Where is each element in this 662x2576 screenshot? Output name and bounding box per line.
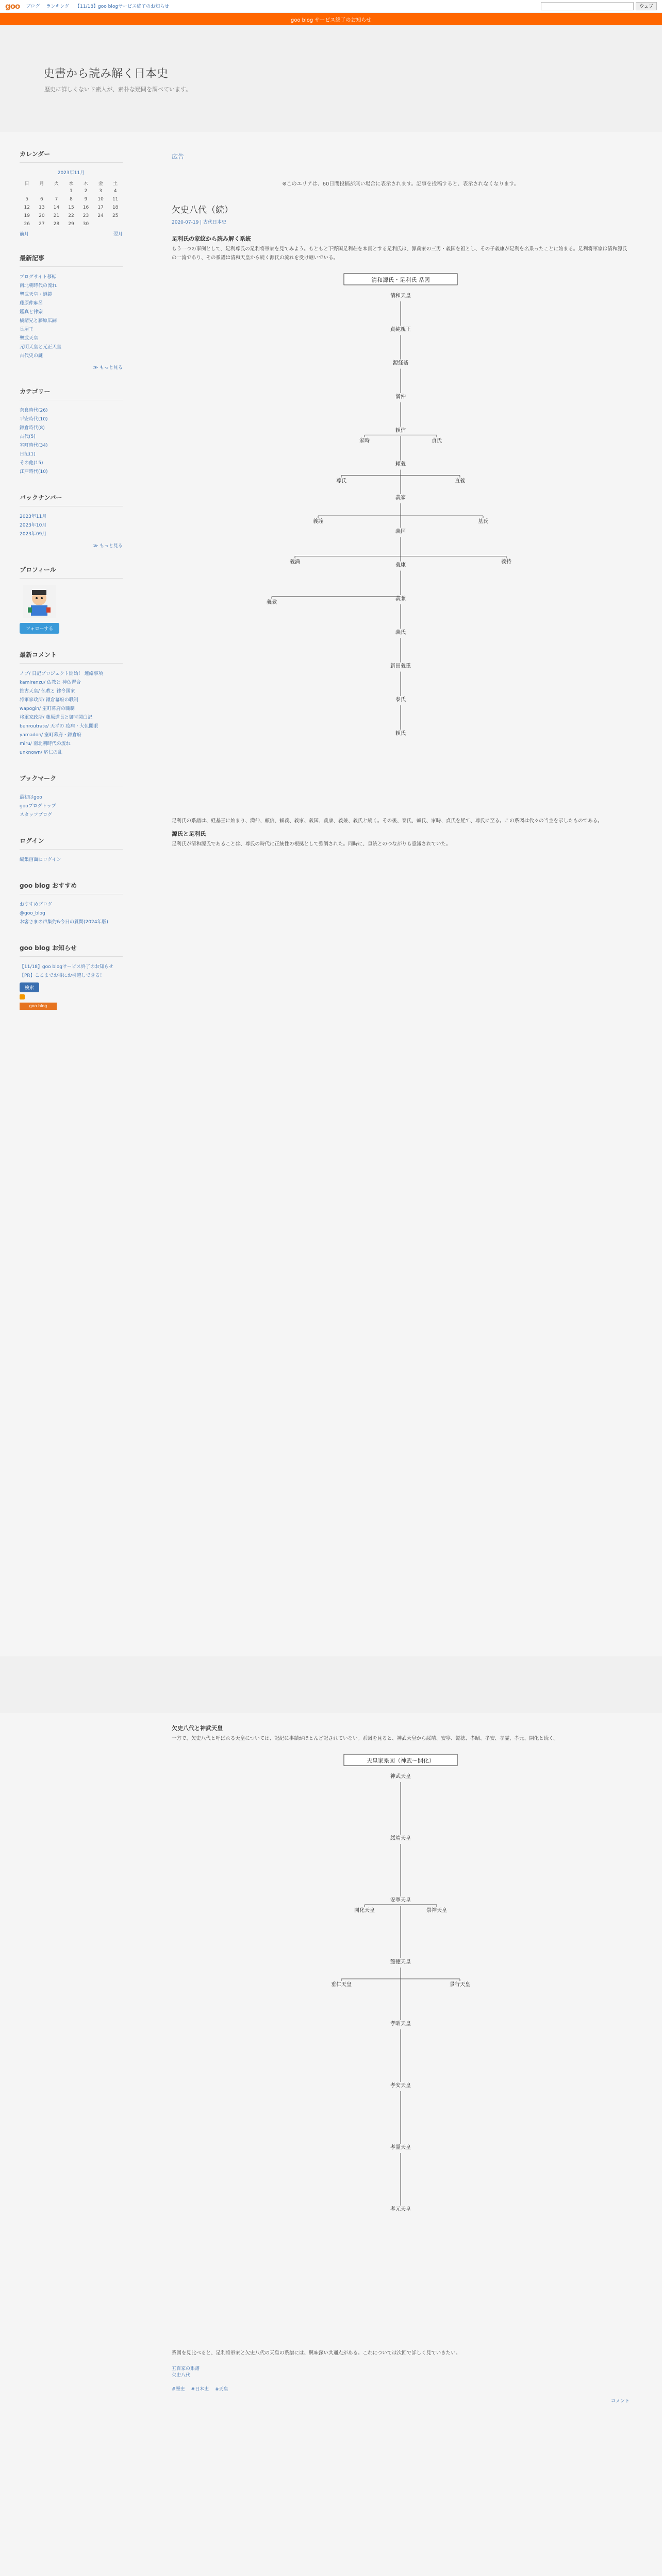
tree-node: 懿徳天皇 <box>390 1959 411 1965</box>
blog-description: 歴史に詳しくないド素人が、素朴な疑問を調べています。 <box>44 86 192 93</box>
calendar-day[interactable]: 21 <box>53 213 60 218</box>
tree-node: 義家 <box>395 495 406 501</box>
tree-node: 清和天皇 <box>390 293 411 299</box>
calendar-day[interactable]: 9 <box>84 197 88 202</box>
calendar-day[interactable]: 14 <box>53 205 60 210</box>
post-footer <box>172 2365 630 2378</box>
tag-link[interactable]: #歴史 <box>172 2387 185 2392</box>
genealogy-chart-2 <box>282 1752 519 2340</box>
calendar-weekday: 金 <box>98 181 103 187</box>
tree-node: 義兼 <box>395 596 406 602</box>
category-link[interactable]: 鎌倉時代(8) <box>20 426 45 431</box>
recommend-block <box>20 881 123 927</box>
category-link[interactable]: 奈良時代(26) <box>20 408 48 413</box>
tree-branch-node: 貞氏 <box>432 438 442 444</box>
calendar-day <box>35 187 49 195</box>
section-heading-1: 足利氏の家紋から読み解く系統 <box>172 235 251 242</box>
calendar-day[interactable]: 4 <box>113 189 117 194</box>
backnumber-more-link[interactable]: ≫ もっと見る <box>93 544 123 549</box>
category-list <box>20 406 123 477</box>
tree-node: 安寧天皇 <box>390 1897 411 1903</box>
tree-node: 頼氏 <box>395 731 406 737</box>
paragraph-3: 足利氏が清和源氏であることは、尊氏の時代に正統性の根拠として強調された。同時に、皇統とのつながりも意識されていた。 <box>172 841 451 847</box>
calendar-day[interactable]: 5 <box>25 197 29 202</box>
calendar-day[interactable]: 24 <box>97 213 104 218</box>
recent-post-link[interactable]: 聖武天皇・道鏡 <box>20 292 53 297</box>
calendar-day <box>20 187 35 195</box>
calendar-day <box>49 187 64 195</box>
service-notice-link[interactable]: goo blog サービス終了のお知らせ <box>290 17 372 23</box>
login-list <box>20 856 123 865</box>
category-block <box>20 387 123 477</box>
main-content-continued <box>172 1721 630 2404</box>
comments-heading: 最新コメント <box>20 650 123 664</box>
calendar-day[interactable]: 16 <box>82 205 89 210</box>
post-meta[interactable]: 2020-07-19 | 古代日本史 <box>172 220 227 225</box>
tree-node: 義国 <box>395 529 406 535</box>
calendar-week <box>20 195 123 204</box>
ad-note: ※このエリアは、60日間投稿が無い場合に表示されます。記事を投稿すると、表示されなくなります。 <box>282 181 519 187</box>
tree-node: 満仲 <box>395 394 406 400</box>
topnav-link-notice[interactable]: 【11/18】goo blogサービス終了のお知らせ <box>75 4 169 9</box>
tree-node: 頼義 <box>395 461 406 467</box>
tree-branch-node: 尊氏 <box>336 478 346 484</box>
related-link-1[interactable]: 五百家の系譜 <box>172 2366 200 2371</box>
calendar-day[interactable]: 19 <box>24 213 30 218</box>
calendar-day[interactable]: 1 <box>70 189 73 194</box>
calendar-day[interactable]: 28 <box>53 222 60 227</box>
recent-post-link[interactable]: 南北朝時代の流れ <box>20 283 57 289</box>
calendar-weekday: 木 <box>84 181 89 187</box>
tree-node: 貞純親王 <box>390 327 411 333</box>
comments-block <box>20 650 123 757</box>
recent-post-link[interactable]: 鑑真と律宗 <box>20 310 43 315</box>
calendar-day[interactable]: 25 <box>112 213 119 218</box>
comment-link-item[interactable]: ノブ/ 日記プロジェクト開始！ 連絡事項 <box>20 671 103 676</box>
follow-button[interactable]: フォローする <box>20 623 59 634</box>
calendar-week <box>20 204 123 212</box>
calendar-day[interactable]: 2 <box>84 189 88 194</box>
tree-branch-node: 義持 <box>501 559 511 565</box>
recent-post-link[interactable]: 藤原仲麻呂 <box>20 301 43 306</box>
profile-avatar[interactable] <box>23 585 56 618</box>
calendar-day <box>108 220 123 228</box>
post-title[interactable]: 欠史八代（続） <box>172 205 233 215</box>
section-heading-2: 源氏と足利氏 <box>172 831 206 837</box>
calendar-prev-link[interactable]: 前月 <box>20 232 29 237</box>
calendar-day[interactable]: 18 <box>112 205 119 210</box>
calendar-day[interactable]: 11 <box>112 197 119 202</box>
main-content <box>172 152 630 853</box>
comment-link-item[interactable]: miru/ 南北朝時代の流れ <box>20 741 71 747</box>
backnumber-link[interactable]: 2023年11月 <box>20 514 47 519</box>
recommend-link[interactable]: お客さまの声集約&今日の質問(2024年版) <box>20 920 108 925</box>
tag-link[interactable]: #日本史 <box>191 2387 209 2392</box>
calendar-nav <box>20 230 123 237</box>
news-link[interactable]: 【11/18】goo blogサービス終了のお知らせ <box>20 964 113 970</box>
comment-link-item[interactable]: benroutrate/ 天平の 疫病・大仏開眼 <box>20 724 98 729</box>
service-notice-bar <box>0 13 662 25</box>
top-bar <box>0 0 662 12</box>
calendar-day[interactable]: 3 <box>99 189 102 194</box>
backnumber-link[interactable]: 2023年10月 <box>20 523 47 528</box>
news-heading: goo blog お知らせ <box>20 943 123 957</box>
chart-title: 清和源氏・足利氏 系図 <box>371 277 430 283</box>
login-heading: ログイン <box>20 836 123 850</box>
tree-branch-node: 義詮 <box>313 519 323 525</box>
calendar-weekday: 月 <box>39 181 44 187</box>
paragraph-4: 一方で、欠史八代と呼ばれる天皇については、記紀に事績がほとんど記されていない。系図を見ると、神武天皇から綏靖、安寧、懿徳、孝昭、孝安、孝霊、孝元、開化と続く。 <box>172 1736 558 1741</box>
goo-blog-badge[interactable]: goo blog <box>20 1003 57 1010</box>
tree-node: 孝安天皇 <box>390 2083 411 2089</box>
tag-link[interactable]: #天皇 <box>215 2387 228 2392</box>
calendar-day[interactable]: 17 <box>97 205 104 210</box>
category-link[interactable]: 平安時代(10) <box>20 417 48 422</box>
category-link[interactable]: 日記(1) <box>20 452 36 457</box>
calendar-day[interactable]: 20 <box>39 213 45 218</box>
login-link[interactable]: 編集画面にログイン <box>20 857 61 862</box>
tree-node: 義康 <box>395 562 406 568</box>
tree-node: 泰氏 <box>395 697 406 703</box>
calendar-title: 2023年11月 <box>57 171 85 176</box>
tree-branch-node: 開化天皇 <box>354 1908 375 1913</box>
top-nav <box>26 3 169 9</box>
chart-title: 天皇家系図（神武〜開化） <box>367 1757 435 1764</box>
calendar-day[interactable]: 6 <box>40 197 43 202</box>
genealogy-figure-2 <box>282 1752 519 2340</box>
calendar-next-link[interactable]: 翌月 <box>113 232 123 237</box>
tree-node: 孝霊天皇 <box>390 2145 411 2150</box>
comment-link-item[interactable]: yamadon/ 室町幕府・鎌倉府 <box>20 733 81 738</box>
calendar-block <box>20 149 123 237</box>
blog-header <box>0 25 662 132</box>
calendar-day[interactable]: 26 <box>24 222 30 227</box>
tree-branch-node: 垂仁天皇 <box>331 1982 352 1988</box>
recommend-list <box>20 901 123 927</box>
tree-node: 頼信 <box>395 428 406 434</box>
recent-post-link[interactable]: 橘諸兄と藤原広嗣 <box>20 318 57 324</box>
calendar-week <box>20 187 123 195</box>
recommend-heading: goo blog おすすめ <box>20 881 123 894</box>
sidebar <box>20 149 123 1026</box>
tree-node: 神武天皇 <box>390 1774 411 1780</box>
tree-branch-node: 義満 <box>290 559 300 565</box>
calendar-week <box>20 212 123 220</box>
tree-branch-node: 基氏 <box>478 519 488 525</box>
category-link[interactable]: 室町時代(34) <box>20 443 48 448</box>
tree-branch-node: 直義 <box>455 478 465 484</box>
calendar-day[interactable]: 12 <box>24 205 30 210</box>
calendar-day[interactable]: 30 <box>82 222 89 227</box>
calendar-week <box>20 220 123 228</box>
backnumber-list <box>20 513 123 539</box>
topnav-link-ranking[interactable]: ランキング <box>46 4 70 9</box>
recent-posts-list <box>20 273 123 361</box>
comment-link-item[interactable]: unknown/ 応仁の乱 <box>20 750 62 755</box>
news-block <box>20 943 123 1010</box>
calendar-day[interactable]: 27 <box>39 222 45 227</box>
recent-more-link[interactable]: ≫ もっと見る <box>93 365 123 370</box>
section-heading-3: 欠史八代と神武天皇 <box>172 1725 223 1732</box>
recent-post-link[interactable]: 長屋王 <box>20 327 34 332</box>
calendar-day[interactable]: 7 <box>55 197 58 202</box>
tree-node: 新田義重 <box>390 663 411 669</box>
tree-node: 義氏 <box>395 630 406 636</box>
backnumber-block <box>20 493 123 549</box>
bookmark-heading: ブックマーク <box>20 774 123 787</box>
post-tags <box>172 2385 630 2392</box>
backnumber-link[interactable]: 2023年09月 <box>20 532 47 537</box>
news-list <box>20 963 123 980</box>
login-block <box>20 836 123 865</box>
recent-posts-heading: 最新記事 <box>20 253 123 267</box>
calendar-day <box>93 220 108 228</box>
bookmark-link[interactable]: 最初はgoo <box>20 795 42 800</box>
tree-node: 綏靖天皇 <box>390 1836 411 1841</box>
calendar-weekday: 火 <box>54 181 59 187</box>
comments-list <box>20 670 123 757</box>
bookmark-link[interactable]: スタッフブログ <box>20 812 53 818</box>
recommend-link[interactable]: @goo_blog <box>20 911 45 916</box>
category-heading: カテゴリー <box>20 387 123 400</box>
genealogy-chart-1 <box>267 272 511 807</box>
search-button[interactable]: ウェブ <box>636 2 657 10</box>
news-link[interactable]: 【PR】ここまでお得にお引越しできる！ <box>20 973 105 978</box>
calendar-weekday: 日 <box>24 181 29 187</box>
tree-branch-node: 崇神天皇 <box>426 1908 447 1913</box>
recent-post-link[interactable]: 元明天皇と元正天皇 <box>20 345 62 350</box>
comment-link-item[interactable]: 推古天皇/ 仏教と 律令国家 <box>20 689 75 694</box>
calendar-day[interactable]: 15 <box>68 205 74 210</box>
rss-icon[interactable] <box>20 994 25 999</box>
profile-heading: プロフィール <box>20 565 123 579</box>
bookmark-link[interactable]: gooブログトップ <box>20 804 56 809</box>
comment-link-item[interactable]: 将軍家政所/ 鎌倉幕府の職制 <box>20 698 78 703</box>
related-link-2[interactable]: 欠史八代 <box>172 2373 191 2378</box>
calendar-day[interactable]: 23 <box>82 213 89 218</box>
calendar-day[interactable]: 22 <box>68 213 74 218</box>
top-search <box>541 2 657 10</box>
tree-branch-node: 景行天皇 <box>450 1982 470 1988</box>
recent-post-link[interactable]: 古代史の謎 <box>20 353 43 359</box>
tree-node: 孝昭天皇 <box>390 2021 411 2027</box>
recent-post-link[interactable]: ブログサイト移転 <box>20 275 57 280</box>
topnav-link-blog[interactable]: ブログ <box>26 4 40 9</box>
tree-branch-node: 家時 <box>359 438 370 444</box>
tree-branch-node: 義教 <box>267 599 277 605</box>
tree-node: 源経基 <box>393 360 408 366</box>
profile-block <box>20 565 123 634</box>
ad-label: 広告 <box>172 153 185 160</box>
calendar-weekday: 水 <box>69 181 74 187</box>
section-divider <box>0 1656 662 1713</box>
category-link[interactable]: その他(15) <box>20 461 43 466</box>
paragraph-1: もう一つの事例として、足利尊氏の足利将軍家を見てみよう。もともと下野国足利荘を本貫とする足利氏は、源義家の三男・義国を祖とし、その子義康が足利を名乗ったことに始まる。足利将軍家は清和源氏の一流であり、その系譜は清和天皇から続く源氏の流れを受け継いでいる。 <box>172 246 627 261</box>
recent-post-link[interactable]: 聖武天皇 <box>20 336 39 341</box>
calendar-day[interactable]: 10 <box>97 197 104 202</box>
genealogy-figure-1 <box>267 272 511 807</box>
calendar-day[interactable]: 13 <box>39 205 45 210</box>
goo-logo[interactable]: goo <box>5 1 20 11</box>
comment-link-item[interactable]: 将軍家政所/ 藤原道長と御堂関白記 <box>20 715 92 720</box>
calendar-weekday: 土 <box>113 181 118 187</box>
calendar-table <box>20 179 123 228</box>
recommend-link[interactable]: おすすめブログ <box>20 902 53 907</box>
comment-link-item[interactable]: wapogin/ 室町幕府の職制 <box>20 706 75 711</box>
category-link[interactable]: 江戸時代(10) <box>20 469 48 474</box>
comment-link[interactable]: コメント <box>610 2399 630 2404</box>
calendar-heading: カレンダー <box>20 149 123 163</box>
recent-posts-block <box>20 253 123 370</box>
blog-title[interactable]: 史書から読み解く日本史 <box>43 67 169 80</box>
calendar-day[interactable]: 29 <box>68 222 74 227</box>
backnumber-heading: バックナンバー <box>20 493 123 506</box>
paragraph-5: 系図を見比べると、足利将軍家と欠史八代の天皇の系譜には、興味深い共通点がある。これについては次回で詳しく見ていきたい。 <box>172 2350 461 2356</box>
bookmark-block <box>20 774 123 820</box>
bookmark-list <box>20 793 123 820</box>
category-link[interactable]: 古代(5) <box>20 434 36 439</box>
tree-node: 孝元天皇 <box>390 2207 411 2212</box>
calendar-day[interactable]: 8 <box>70 197 73 202</box>
paragraph-2: 足利氏の系譜は、経基王に始まり、満仲、頼信、頼義、義家、義国、義康、義兼、義氏と続く。その後、泰氏、頼氏、家時、貞氏を経て、尊氏に至る。この系図は代々の当主を示したものである。 <box>172 818 603 824</box>
comment-link-item[interactable]: kamirenzu/ 仏教と 神仏習合 <box>20 680 81 685</box>
blog-search-button[interactable]: 検索 <box>20 982 39 992</box>
search-input[interactable] <box>541 2 634 10</box>
